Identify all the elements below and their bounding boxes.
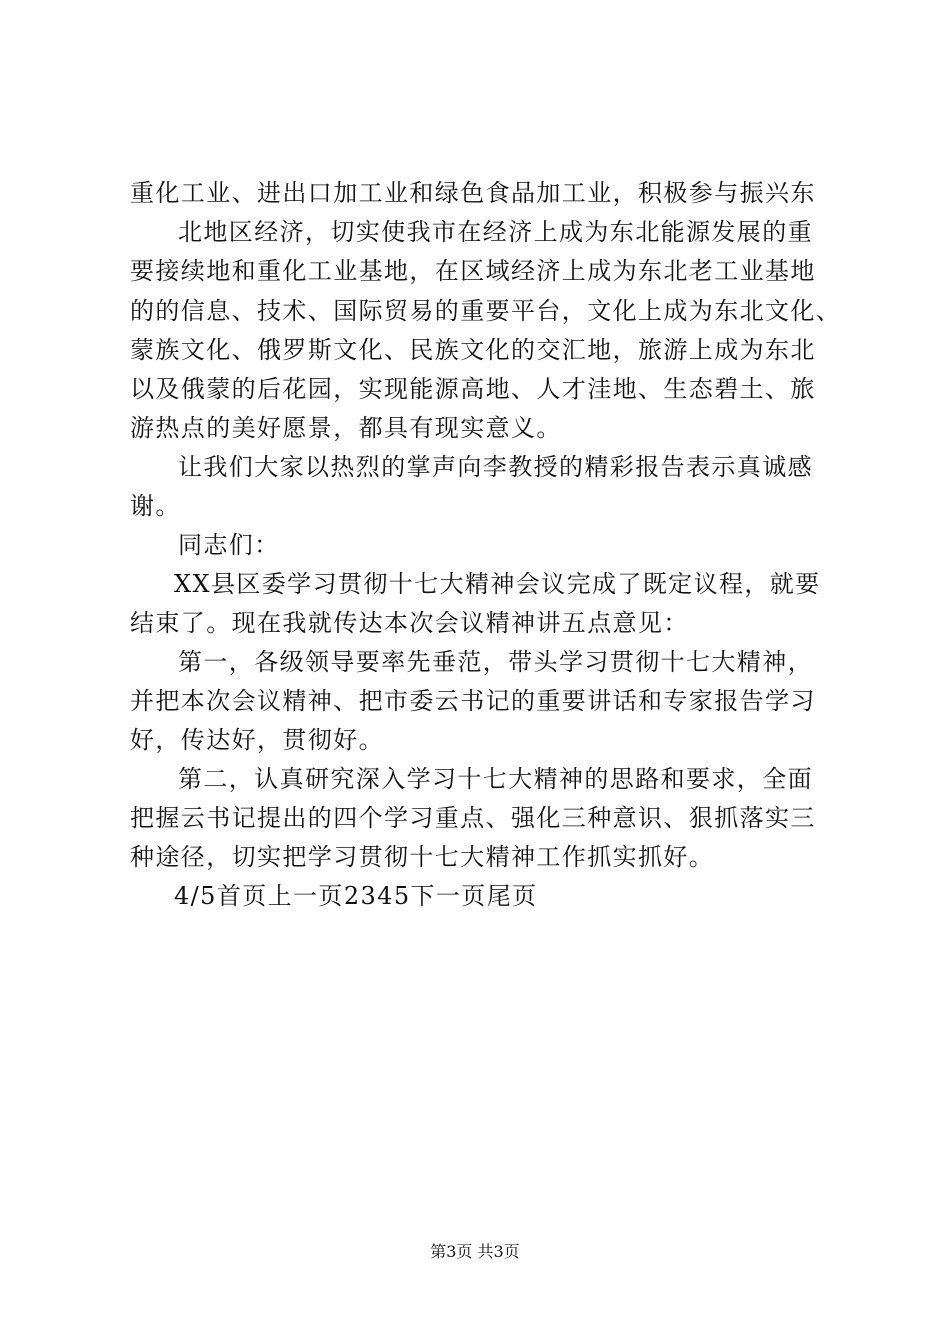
text-line: 种途径，切实把学习贯彻十七大精神工作抓实抓好。 [130, 843, 715, 871]
text-line: 让我们大家以热烈的掌声向李教授的精彩报告表示真诚感 [178, 453, 813, 481]
page-footer: 第3页 共3页 [430, 1242, 520, 1261]
text-line: 第二，认真研究深入学习十七大精神的思路和要求，全面 [178, 765, 813, 793]
text-line: 并把本次会议精神、把市委云书记的重要讲话和专家报告学习 [130, 687, 816, 715]
text-line: XX县区委学习贯彻十七大精神会议完成了既定议程，就要 [174, 570, 821, 598]
text-line: 谢。 [130, 492, 181, 520]
text-line: 的的信息、技术、国际贸易的重要平台，文化上成为东北文化、 [130, 297, 842, 325]
pagination-text: 4/5首页上一页2345下一页尾页 [174, 882, 538, 910]
text-line: 结束了。现在我就传达本次会议精神讲五点意见： [130, 609, 689, 637]
text-line: 第一，各级领导要率先垂范，带头学习贯彻十七大精神， [178, 648, 813, 676]
text-line: 好，传达好，贯彻好。 [130, 726, 384, 754]
text-line: 北地区经济，切实使我市在经济上成为东北能源发展的重 [178, 218, 813, 246]
text-line: 游热点的美好愿景，都具有现实意义。 [130, 414, 562, 442]
text-line: 把握云书记提出的四个学习重点、强化三种意识、狠抓落实三 [130, 804, 816, 832]
text-line: 同志们： [178, 531, 280, 559]
text-line: 要接续地和重化工业基地，在区域经济上成为东北老工业基地 [130, 257, 816, 285]
text-line: 蒙族文化、俄罗斯文化、民族文化的交汇地，旅游上成为东北 [130, 336, 816, 364]
text-line: 以及俄蒙的后花园，实现能源高地、人才洼地、生态碧土、旅 [130, 375, 816, 403]
text-line: 重化工业、进出口加工业和绿色食品加工业，积极参与振兴东 [130, 179, 816, 207]
